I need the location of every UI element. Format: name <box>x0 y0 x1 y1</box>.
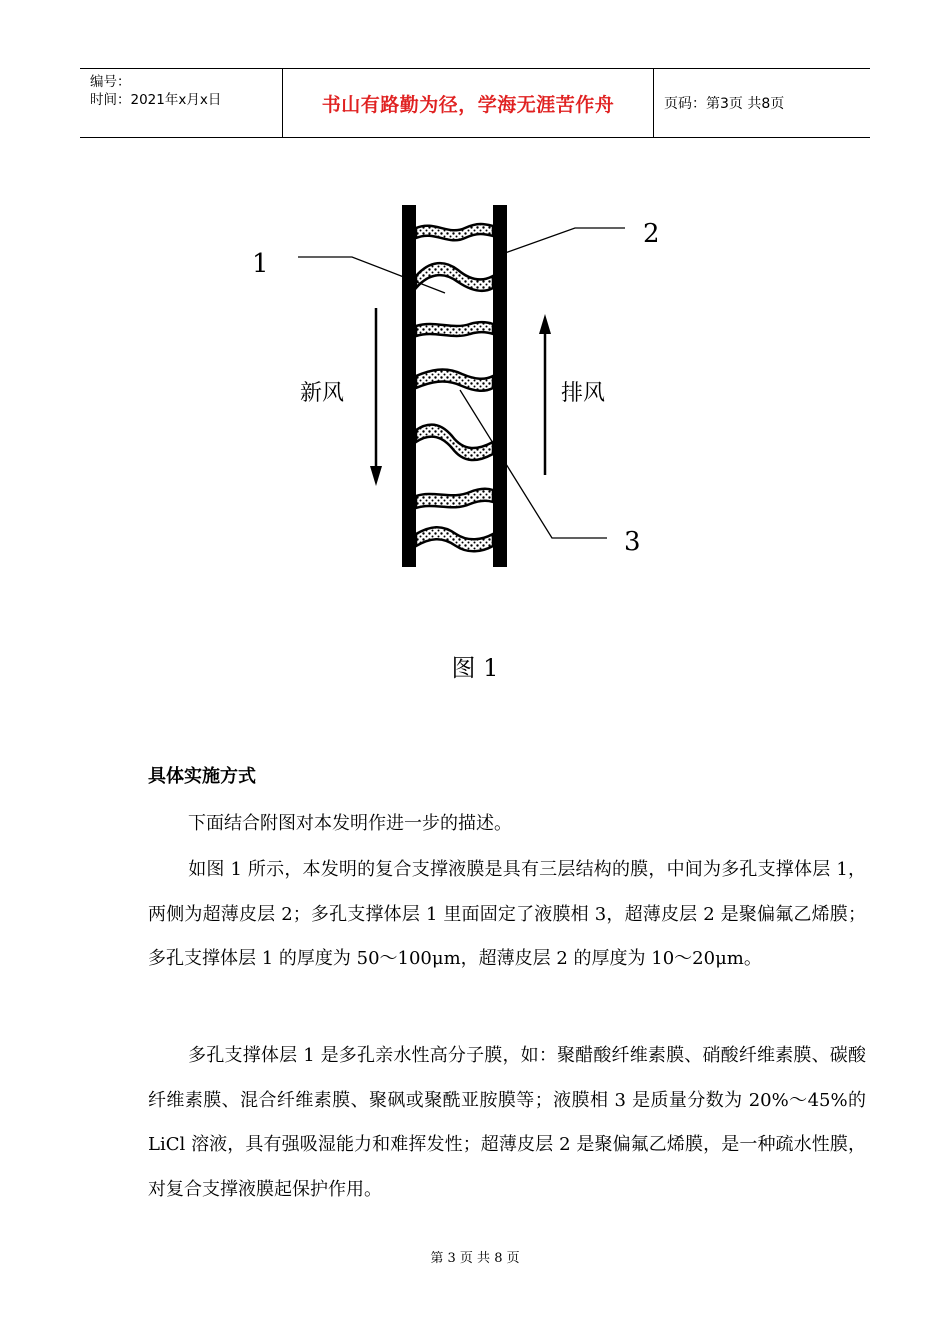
skin-layer-left <box>402 205 416 567</box>
page-header <box>80 68 870 138</box>
label-1: 1 <box>252 249 269 279</box>
header-motto-cell <box>282 69 654 137</box>
fresh-air-label: 新风 <box>300 381 345 406</box>
section-title: 具体实施方式 <box>148 766 256 787</box>
exhaust-air-label: 排风 <box>561 381 606 406</box>
exhaust-air-arrow <box>539 314 551 475</box>
label-3: 3 <box>624 527 641 557</box>
fresh-air-arrow <box>370 308 382 486</box>
time-label: 时间：2021年x月x日 <box>90 92 222 108</box>
motto-text: 书山有路勤为径，学海无涯苦作舟 <box>321 93 615 116</box>
skin-layer-right <box>493 205 507 567</box>
paragraph-2 <box>148 848 866 982</box>
figure-caption: 图 1 <box>451 654 499 682</box>
page-info: 页码：第3页 共8页 <box>664 96 785 112</box>
label-2: 2 <box>643 219 660 249</box>
header-meta <box>80 69 282 137</box>
page-footer: 第 3 页 共 8 页 <box>430 1251 520 1266</box>
paragraph-1 <box>148 802 866 847</box>
membrane-diagram <box>230 190 700 600</box>
paragraph-3 <box>148 1034 866 1212</box>
paragraph-2-text: 如图 1 所示，本发明的复合支撑液膜是具有三层结构的膜，中间为多孔支撑体层 1，两侧为超薄皮层 2；多孔支撑体层 1 里面固定了液膜相 3，超薄皮层 2 是聚偏氟乙烯膜；多孔支撑体层 1 的厚度为 50～100μm，超薄皮层 2 的厚度为 10～20μm。 <box>148 859 866 969</box>
paragraph-1-text: 下面结合附图对本发明作进一步的描述。 <box>188 813 512 834</box>
number-label: 编号： <box>90 74 131 90</box>
paragraph-3-text: 多孔支撑体层 1 是多孔亲水性高分子膜，如：聚醋酸纤维素膜、硝酸纤维素膜、碳酸纤维素膜、混合纤维素膜、聚砜或聚酰亚胺膜等；液膜相 3 是质量分数为 20%～45%的 LiCl 溶液，具有强吸湿能力和难挥发性；超薄皮层 2 是聚偏氟乙烯膜，是一种疏水性膜，对复合支撑液膜起保护作用。 <box>148 1045 866 1200</box>
leader-line-2 <box>505 228 625 253</box>
